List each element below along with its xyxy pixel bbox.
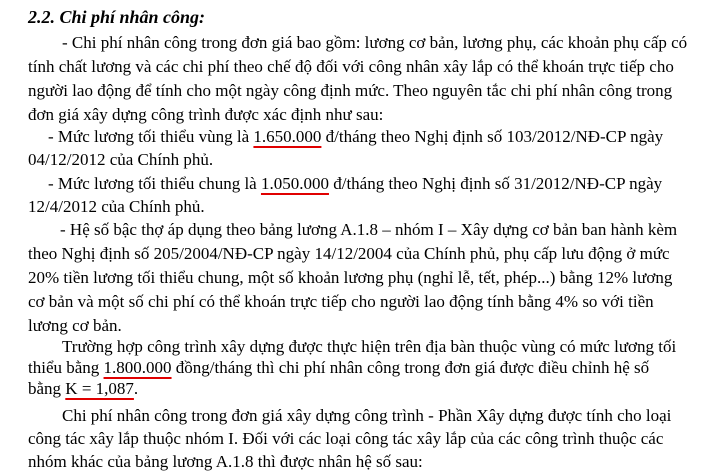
general-wage-decree: đ/tháng theo Nghị định số 31/2012/NĐ-CP ngày xyxy=(328,174,663,193)
paragraph-4-line-5: lương cơ bản. xyxy=(28,316,122,335)
paragraph-4-line-1: - Hệ số bậc thợ áp dụng theo bảng lương A.1.8 – nhóm I – Xây dựng cơ bản ban hành kèm xyxy=(60,220,678,239)
paragraph-2-line-2: 04/12/2012 của Chính phủ. xyxy=(28,150,214,169)
regional-wage-decree: đ/tháng theo Nghị định số 103/2012/NĐ-CP ngày xyxy=(321,127,664,146)
paragraph-1-line-2: tính chất lương và các chi phí theo chế độ đối với công nhân xây lắp có thể khoán trực tiếp cho xyxy=(28,57,674,76)
paragraph-1-line-4: đơn giá xây dựng công trình được xác định như sau: xyxy=(28,105,384,124)
paragraph-4-line-2: theo Nghị định số 205/2004/NĐ-CP ngày 14/12/2004 của Chính phủ, phụ cấp lưu động ở mức xyxy=(28,244,670,263)
paragraph-5-line-3 xyxy=(28,378,138,400)
paragraph-1-line-1: - Chi phí nhân công trong đơn giá bao gồm: lương cơ bản, lương phụ, các khoản phụ cấp có xyxy=(62,33,688,52)
coefficient-period: . xyxy=(133,379,139,398)
paragraph-6-line-3: nhóm khác của bảng lương A.1.8 thì được nhân hệ số sau: xyxy=(28,452,423,471)
regional-wage-label: - Mức lương tối thiểu vùng là xyxy=(48,127,254,146)
paragraph-5-line-1: Trường hợp công trình xây dựng được thực hiện trên địa bàn thuộc vùng có mức lương tối xyxy=(62,337,677,356)
section-heading: 2.2. Chi phí nhân công: xyxy=(28,7,206,27)
regional-wage-value: 1.650.000 xyxy=(253,127,322,146)
paragraph-3-line-1 xyxy=(48,173,662,195)
general-wage-value: 1.050.000 xyxy=(260,174,329,193)
coefficient-label: bằng xyxy=(28,379,66,398)
region-wage-label: thiểu bằng xyxy=(28,358,104,377)
region-wage-adjustment: đồng/tháng thì chi phí nhân công trong đơn giá được điều chỉnh hệ số xyxy=(171,358,650,377)
region-wage-value: 1.800.000 xyxy=(103,358,172,377)
paragraph-2-line-1 xyxy=(48,126,663,148)
coefficient-value: K = 1,087 xyxy=(65,379,134,398)
paragraph-6-line-1: Chi phí nhân công trong đơn giá xây dựng công trình - Phần Xây dựng được tính cho loại xyxy=(62,406,672,425)
paragraph-4-line-3: 20% tiền lương tối thiểu chung, một số khoản lương phụ (nghỉ lễ, tết, phép...) bằng 12% lương xyxy=(28,268,673,287)
general-wage-label: - Mức lương tối thiểu chung là xyxy=(48,174,261,193)
paragraph-5-line-2 xyxy=(28,357,649,379)
paragraph-6-line-2: công tác xây lắp thuộc nhóm I. Đối với các loại công tác xây lắp của các công trình thuộc các xyxy=(28,429,664,448)
paragraph-1-line-3: người lao động để tính cho một ngày công định mức. Theo nguyên tắc chi phí nhân công trong xyxy=(28,81,673,100)
paragraph-4-line-4: cơ bản và một số chi phí có thể khoán trực tiếp cho người lao động tính bằng 4% so với tiền xyxy=(28,292,654,311)
paragraph-3-line-2: 12/4/2012 của Chính phủ. xyxy=(28,197,205,216)
